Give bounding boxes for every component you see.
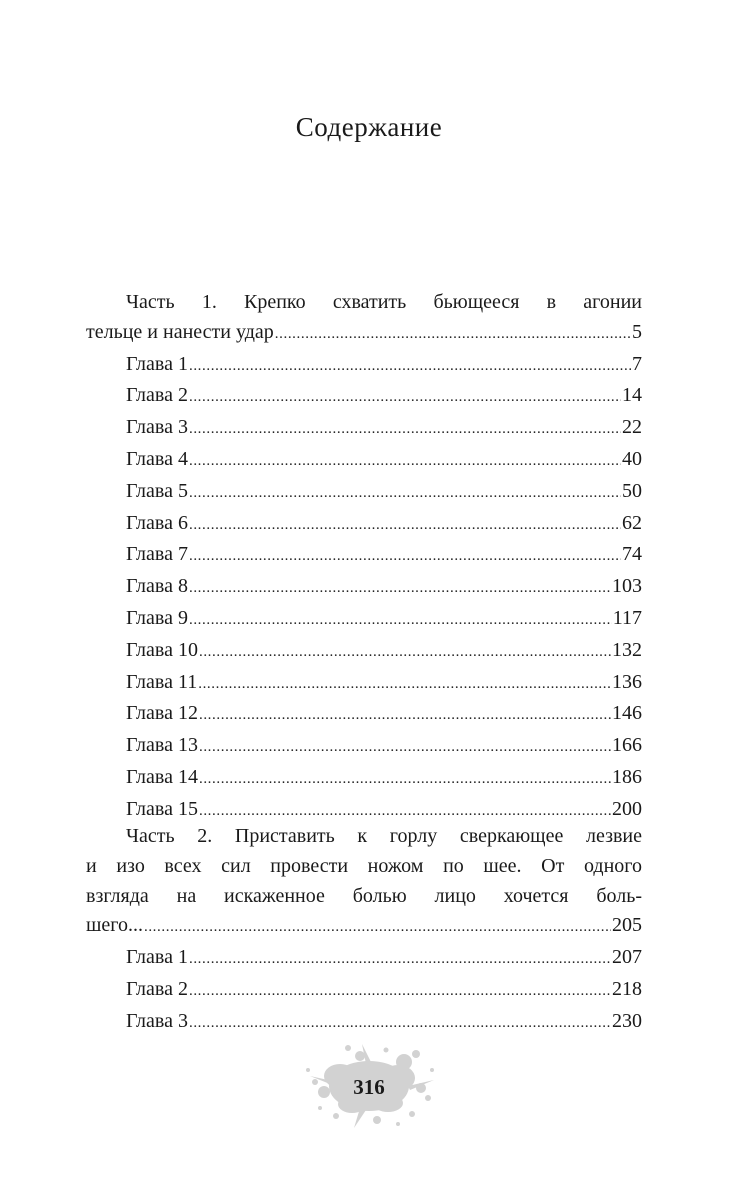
dot-leader [189, 447, 621, 477]
dot-leader [144, 913, 611, 943]
part-heading-line: Часть 1. Крепко схватить бьющееся в агонии [126, 291, 642, 313]
page-number: 230 [612, 1009, 642, 1032]
chapter-label: Глава 9 [126, 606, 188, 629]
dot-leader [189, 1009, 611, 1039]
dot-leader [199, 733, 611, 763]
part-heading-entry[interactable] [86, 318, 642, 350]
part-heading-line: Часть 2. Приставить к горлу сверкающее лезвие [126, 825, 642, 847]
page-number: 186 [612, 765, 642, 788]
chapter-label: Глава 8 [126, 575, 188, 598]
chapter-label: Глава 13 [126, 734, 198, 757]
toc-chapter-entry[interactable] [86, 572, 642, 604]
part-heading-line: и изо всех сил провести ножом по шее. От одного [86, 854, 642, 877]
chapter-label: Глава 3 [126, 1009, 188, 1032]
page-title: Содержание [295, 112, 443, 142]
toc-chapter-entry[interactable] [86, 509, 642, 541]
page-number: 40 [622, 447, 642, 470]
dot-leader [189, 511, 621, 541]
page-number: 103 [612, 575, 642, 598]
toc-chapter-entry[interactable] [86, 477, 642, 509]
chapter-label: Глава 14 [126, 765, 198, 788]
page-number: 166 [612, 734, 642, 757]
toc-chapter-entry[interactable] [86, 604, 642, 636]
part-heading-line: взгляда на искаженное болью лицо хочется боль- [86, 884, 642, 907]
page-number: 146 [612, 702, 642, 725]
toc-part-2 [86, 822, 642, 1039]
page-number: 62 [622, 511, 642, 534]
toc-chapter-entry[interactable] [86, 975, 642, 1007]
toc-chapter-entry[interactable] [86, 943, 642, 975]
dot-leader [198, 670, 611, 700]
toc-chapter-entry[interactable] [86, 763, 642, 795]
page-number: 136 [612, 670, 642, 693]
dot-leader [199, 701, 611, 731]
chapter-label: Глава 7 [126, 543, 188, 566]
dot-leader [189, 574, 611, 604]
dot-leader [189, 352, 631, 382]
dot-leader [189, 542, 621, 572]
page-number: 14 [622, 384, 642, 407]
chapter-label: Глава 15 [126, 797, 198, 820]
dot-leader [199, 765, 611, 795]
part-heading-last-line: шего... [86, 914, 143, 937]
toc-chapter-entry[interactable] [86, 731, 642, 763]
chapter-label: Глава 2 [126, 384, 188, 407]
page-number: 117 [612, 606, 642, 629]
chapter-label: Глава 1 [126, 352, 188, 375]
part-heading-last-line: тельце и нанести удар [86, 320, 274, 343]
page-folio-number: 316 [353, 1075, 385, 1099]
dot-leader [189, 383, 621, 413]
page-number: 74 [622, 543, 642, 566]
toc-chapter-entry[interactable] [86, 668, 642, 700]
toc-chapter-entry[interactable] [86, 381, 642, 413]
toc-chapter-entry[interactable] [86, 445, 642, 477]
page-number: 218 [612, 977, 642, 1000]
toc-chapter-entry[interactable] [86, 350, 642, 382]
chapter-label: Глава 4 [126, 447, 188, 470]
dot-leader [189, 945, 611, 975]
page-number: 50 [622, 479, 642, 502]
chapter-label: Глава 6 [126, 511, 188, 534]
page-number: 7 [632, 352, 642, 375]
chapter-label: Глава 3 [126, 416, 188, 439]
page-number: 5 [632, 320, 642, 343]
folio [300, 1040, 438, 1130]
toc-chapter-entry[interactable] [86, 699, 642, 731]
dot-leader [189, 606, 612, 636]
toc-part-1 [86, 288, 642, 827]
dot-leader [189, 415, 621, 445]
chapter-label: Глава 2 [126, 977, 188, 1000]
chapter-label: Глава 5 [126, 479, 188, 502]
page-number: 200 [612, 797, 642, 820]
toc-chapter-entry[interactable] [86, 1007, 642, 1039]
page-number: 22 [622, 416, 642, 439]
toc-chapter-entry[interactable] [86, 413, 642, 445]
page-number: 207 [612, 946, 642, 969]
page-number: 132 [612, 638, 642, 661]
part-heading-entry[interactable] [86, 911, 642, 943]
toc-chapter-entry[interactable] [86, 636, 642, 668]
chapter-label: Глава 10 [126, 638, 198, 661]
dot-leader [199, 638, 611, 668]
dot-leader [275, 320, 631, 350]
page-number: 205 [612, 914, 642, 937]
chapter-label: Глава 11 [126, 670, 198, 693]
dot-leader [189, 479, 621, 509]
toc-chapter-entry[interactable] [86, 540, 642, 572]
dot-leader [189, 977, 611, 1007]
chapter-label: Глава 12 [126, 702, 198, 725]
chapter-label: Глава 1 [126, 946, 188, 969]
